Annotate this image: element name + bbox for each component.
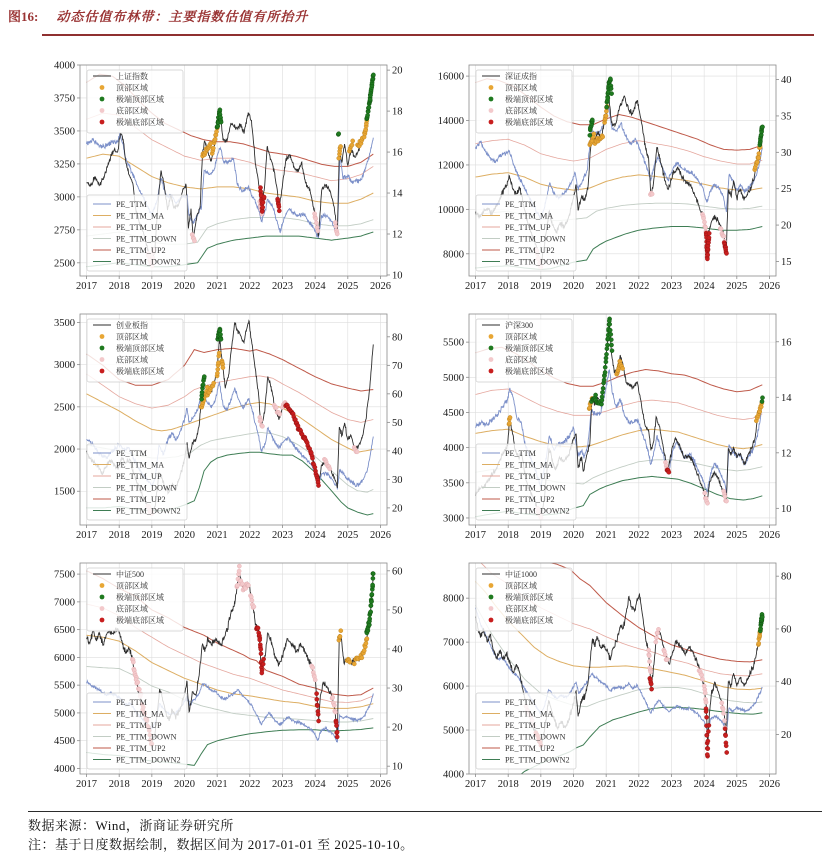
svg-text:2022: 2022 [239, 779, 261, 790]
svg-text:2026: 2026 [758, 779, 780, 790]
svg-text:PE_TTM_DOWN2: PE_TTM_DOWN2 [116, 506, 181, 516]
svg-text:2020: 2020 [174, 530, 196, 541]
svg-text:2019: 2019 [530, 530, 552, 541]
figure-footer [28, 811, 822, 855]
svg-text:2019: 2019 [141, 281, 163, 292]
svg-text:底部区域: 底部区域 [505, 355, 537, 365]
svg-text:2024: 2024 [304, 779, 326, 790]
svg-text:4000: 4000 [54, 763, 75, 775]
svg-text:70: 70 [392, 360, 403, 372]
svg-text:2017: 2017 [465, 281, 487, 292]
chart-中证1000 [413, 556, 802, 801]
svg-text:30: 30 [392, 683, 403, 695]
svg-text:18: 18 [392, 106, 403, 118]
svg-text:6500: 6500 [54, 625, 75, 637]
legend-bands [87, 693, 187, 769]
svg-text:2021: 2021 [595, 779, 617, 790]
svg-text:PE_TTM_DOWN2: PE_TTM_DOWN2 [116, 257, 181, 267]
svg-text:PE_TTM_DOWN: PE_TTM_DOWN [116, 483, 177, 493]
legend-bands [476, 444, 576, 520]
svg-text:2017: 2017 [465, 779, 487, 790]
svg-text:25: 25 [781, 184, 792, 196]
svg-text:2017: 2017 [76, 779, 98, 790]
svg-text:30: 30 [781, 147, 792, 159]
legend-index [87, 70, 183, 133]
legend-bands [476, 693, 576, 769]
svg-text:60: 60 [392, 566, 403, 578]
svg-text:极端顶部区域: 极端顶部区域 [116, 593, 164, 602]
markers-ext_top [758, 612, 764, 633]
svg-text:12: 12 [781, 448, 792, 460]
svg-text:12: 12 [392, 229, 403, 241]
svg-text:2018: 2018 [108, 281, 130, 292]
svg-text:底部区域: 底部区域 [116, 604, 148, 614]
svg-text:2018: 2018 [497, 281, 519, 292]
markers-ext_bottom [258, 186, 281, 214]
svg-text:2017: 2017 [76, 530, 98, 541]
legend-bands [87, 195, 187, 271]
svg-text:60: 60 [781, 624, 792, 636]
svg-text:2026: 2026 [369, 281, 391, 292]
svg-text:12000: 12000 [437, 160, 464, 172]
svg-text:极端底部区域: 极端底部区域 [505, 616, 553, 625]
markers-ext_top [588, 77, 765, 147]
svg-text:2020: 2020 [563, 530, 585, 541]
svg-text:上证指数: 上证指数 [116, 72, 148, 81]
svg-text:中证1000: 中证1000 [505, 570, 537, 579]
svg-text:PE_TTM_MA: PE_TTM_MA [116, 211, 165, 221]
svg-text:2021: 2021 [595, 530, 617, 541]
svg-text:14: 14 [781, 392, 792, 404]
svg-text:5000: 5000 [54, 708, 75, 720]
svg-text:7000: 7000 [54, 597, 75, 609]
svg-text:10: 10 [392, 270, 403, 282]
svg-text:PE_TTM_DOWN2: PE_TTM_DOWN2 [116, 755, 181, 765]
svg-text:3000: 3000 [54, 192, 75, 204]
svg-text:40: 40 [781, 677, 792, 689]
svg-text:4000: 4000 [54, 60, 75, 72]
svg-text:底部区域: 底部区域 [116, 355, 148, 365]
svg-text:2021: 2021 [206, 281, 228, 292]
svg-text:PE_TTM_DOWN2: PE_TTM_DOWN2 [505, 257, 570, 267]
svg-text:6000: 6000 [443, 681, 464, 693]
svg-text:PE_TTM: PE_TTM [116, 449, 147, 458]
svg-text:PE_TTM_DOWN: PE_TTM_DOWN [505, 483, 566, 493]
chart-沪深300 [413, 307, 802, 552]
svg-text:50: 50 [392, 417, 403, 429]
svg-text:PE_TTM_UP: PE_TTM_UP [116, 721, 162, 730]
svg-text:80: 80 [392, 332, 403, 344]
svg-text:3500: 3500 [443, 478, 464, 490]
svg-text:2025: 2025 [337, 530, 359, 541]
svg-text:极端底部区域: 极端底部区域 [505, 118, 553, 127]
svg-text:PE_TTM_DOWN2: PE_TTM_DOWN2 [505, 755, 570, 765]
svg-text:PE_TTM_MA: PE_TTM_MA [505, 460, 554, 470]
band-up [476, 389, 763, 420]
svg-text:8000: 8000 [443, 593, 464, 605]
svg-text:顶部区域: 顶部区域 [505, 83, 537, 93]
svg-text:中证500: 中证500 [116, 570, 144, 579]
svg-text:2025: 2025 [337, 281, 359, 292]
legend-index [87, 568, 183, 631]
svg-text:2022: 2022 [628, 779, 650, 790]
svg-text:6000: 6000 [54, 652, 75, 664]
svg-text:5000: 5000 [443, 725, 464, 737]
svg-text:80: 80 [781, 571, 792, 583]
svg-text:底部区域: 底部区域 [116, 106, 148, 116]
legend-index [87, 319, 183, 382]
svg-text:PE_TTM_MA: PE_TTM_MA [116, 460, 165, 470]
svg-text:PE_TTM: PE_TTM [505, 200, 536, 209]
svg-text:3500: 3500 [54, 317, 75, 329]
svg-text:PE_TTM: PE_TTM [505, 698, 536, 707]
svg-text:PE_TTM_UP2: PE_TTM_UP2 [116, 246, 166, 255]
band-up [476, 139, 763, 164]
svg-text:PE_TTM_UP: PE_TTM_UP [116, 472, 162, 481]
svg-text:2018: 2018 [108, 530, 130, 541]
svg-text:PE_TTM_DOWN: PE_TTM_DOWN [116, 234, 177, 244]
svg-text:40: 40 [392, 446, 403, 458]
svg-text:底部区域: 底部区域 [505, 604, 537, 614]
svg-text:30: 30 [392, 474, 403, 486]
chart-中证500 [24, 556, 413, 801]
svg-text:2020: 2020 [174, 779, 196, 790]
svg-text:沪深300: 沪深300 [505, 321, 533, 330]
svg-text:4000: 4000 [443, 769, 464, 781]
svg-text:顶部区域: 顶部区域 [116, 581, 148, 591]
svg-text:10: 10 [781, 503, 792, 515]
svg-text:2023: 2023 [271, 281, 293, 292]
svg-text:创业板指: 创业板指 [116, 321, 148, 330]
svg-text:2022: 2022 [628, 281, 650, 292]
svg-text:7500: 7500 [54, 569, 75, 581]
svg-text:极端顶部区域: 极端顶部区域 [505, 593, 553, 602]
svg-text:PE_TTM_UP: PE_TTM_UP [116, 223, 162, 232]
svg-text:底部区域: 底部区域 [505, 106, 537, 116]
svg-text:2025: 2025 [726, 530, 748, 541]
svg-text:2000: 2000 [54, 444, 75, 456]
svg-text:2022: 2022 [628, 530, 650, 541]
legend-bands [476, 195, 576, 271]
svg-text:极端顶部区域: 极端顶部区域 [116, 344, 164, 353]
svg-text:15: 15 [781, 256, 792, 268]
svg-text:顶部区域: 顶部区域 [116, 83, 148, 93]
svg-text:2024: 2024 [304, 281, 326, 292]
legend-index [476, 319, 572, 382]
svg-text:PE_TTM_DOWN: PE_TTM_DOWN [505, 234, 566, 244]
svg-text:2024: 2024 [693, 779, 715, 790]
svg-text:16: 16 [392, 147, 403, 159]
markers-ext_top [365, 572, 376, 636]
svg-text:2023: 2023 [660, 281, 682, 292]
svg-text:20: 20 [392, 65, 403, 77]
svg-text:2026: 2026 [369, 530, 391, 541]
svg-text:2023: 2023 [660, 530, 682, 541]
svg-text:5500: 5500 [54, 680, 75, 692]
svg-text:16: 16 [781, 337, 792, 349]
svg-text:PE_TTM_UP2: PE_TTM_UP2 [505, 246, 555, 255]
markers-top [588, 104, 763, 171]
svg-text:极端底部区域: 极端底部区域 [116, 118, 164, 127]
svg-text:PE_TTM_DOWN2: PE_TTM_DOWN2 [505, 506, 570, 516]
svg-text:2020: 2020 [563, 281, 585, 292]
svg-text:2026: 2026 [369, 779, 391, 790]
svg-text:16000: 16000 [437, 71, 464, 83]
svg-text:极端底部区域: 极端底部区域 [116, 367, 164, 376]
svg-text:顶部区域: 顶部区域 [505, 332, 537, 342]
svg-text:2026: 2026 [758, 530, 780, 541]
figure-title: 动态估值布林带：主要指数估值有所抬升 [56, 9, 309, 24]
svg-text:2021: 2021 [206, 530, 228, 541]
svg-text:3000: 3000 [54, 360, 75, 372]
svg-text:5500: 5500 [443, 337, 464, 349]
svg-text:PE_TTM: PE_TTM [505, 449, 536, 458]
svg-text:2020: 2020 [563, 779, 585, 790]
svg-text:2500: 2500 [54, 402, 75, 414]
svg-text:2018: 2018 [108, 779, 130, 790]
svg-text:2021: 2021 [595, 281, 617, 292]
markers-ext_bottom [665, 468, 671, 475]
svg-text:极端顶部区域: 极端顶部区域 [505, 95, 553, 104]
svg-text:PE_TTM_UP: PE_TTM_UP [505, 472, 551, 481]
data-note: 注：基于日度数据绘制，数据区间为 2017-01-01 至 2025-10-10。 [28, 836, 414, 852]
svg-text:40: 40 [392, 644, 403, 656]
svg-text:PE_TTM_UP2: PE_TTM_UP2 [116, 495, 166, 504]
svg-text:3250: 3250 [54, 159, 75, 171]
figure-header [0, 0, 826, 36]
svg-text:2022: 2022 [239, 530, 261, 541]
svg-text:极端顶部区域: 极端顶部区域 [505, 344, 553, 353]
svg-text:PE_TTM_UP2: PE_TTM_UP2 [116, 744, 166, 753]
svg-text:顶部区域: 顶部区域 [116, 332, 148, 342]
svg-text:50: 50 [392, 605, 403, 617]
data-source: 数据来源：Wind，浙商证券研究所 [28, 818, 234, 833]
svg-text:2020: 2020 [174, 281, 196, 292]
svg-text:PE_TTM: PE_TTM [116, 698, 147, 707]
svg-text:PE_TTM_DOWN: PE_TTM_DOWN [116, 732, 177, 742]
figure-label: 图16: [8, 9, 39, 24]
svg-text:10000: 10000 [437, 204, 464, 216]
svg-text:2018: 2018 [497, 530, 519, 541]
svg-text:PE_TTM_DOWN: PE_TTM_DOWN [505, 732, 566, 742]
svg-text:14: 14 [392, 188, 403, 200]
svg-text:7000: 7000 [443, 637, 464, 649]
svg-text:2019: 2019 [141, 779, 163, 790]
markers-ext_top [590, 317, 765, 407]
svg-text:35: 35 [781, 111, 792, 123]
svg-text:2024: 2024 [304, 530, 326, 541]
svg-text:10: 10 [392, 761, 403, 773]
svg-text:2023: 2023 [271, 530, 293, 541]
svg-text:20: 20 [781, 729, 792, 741]
svg-text:2750: 2750 [54, 225, 75, 237]
svg-text:20: 20 [781, 220, 792, 232]
chart-深证成指 [413, 58, 802, 303]
svg-text:PE_TTM_UP2: PE_TTM_UP2 [505, 495, 555, 504]
svg-text:3500: 3500 [54, 126, 75, 138]
svg-text:4500: 4500 [443, 407, 464, 419]
svg-text:2025: 2025 [337, 779, 359, 790]
chart-创业板指 [24, 307, 413, 552]
svg-text:2024: 2024 [693, 281, 715, 292]
svg-text:2019: 2019 [141, 530, 163, 541]
svg-text:2019: 2019 [530, 281, 552, 292]
svg-text:2025: 2025 [726, 281, 748, 292]
chart-上证指数 [24, 58, 413, 303]
svg-text:PE_TTM: PE_TTM [116, 200, 147, 209]
svg-text:8000: 8000 [443, 249, 464, 261]
svg-text:2024: 2024 [693, 530, 715, 541]
svg-text:2025: 2025 [726, 779, 748, 790]
svg-text:2022: 2022 [239, 281, 261, 292]
svg-text:60: 60 [392, 389, 403, 401]
svg-text:2023: 2023 [271, 779, 293, 790]
svg-text:极端底部区域: 极端底部区域 [505, 367, 553, 376]
svg-text:极端底部区域: 极端底部区域 [116, 616, 164, 625]
svg-text:14000: 14000 [437, 116, 464, 128]
svg-text:2017: 2017 [76, 281, 98, 292]
chart-grid [0, 36, 826, 801]
svg-text:PE_TTM_UP2: PE_TTM_UP2 [505, 744, 555, 753]
svg-text:4000: 4000 [443, 443, 464, 455]
svg-text:20: 20 [392, 503, 403, 515]
svg-text:2017: 2017 [465, 530, 487, 541]
svg-text:4500: 4500 [54, 736, 75, 748]
svg-text:40: 40 [781, 75, 792, 87]
svg-text:3750: 3750 [54, 93, 75, 105]
legend-index [476, 70, 572, 133]
svg-text:20: 20 [392, 722, 403, 734]
svg-text:PE_TTM_UP: PE_TTM_UP [505, 721, 551, 730]
svg-text:2500: 2500 [54, 258, 75, 270]
svg-text:2026: 2026 [758, 281, 780, 292]
legend-bands [87, 444, 187, 520]
svg-text:深证成指: 深证成指 [505, 72, 537, 81]
svg-text:PE_TTM_MA: PE_TTM_MA [505, 211, 554, 221]
svg-text:PE_TTM_UP: PE_TTM_UP [505, 223, 551, 232]
svg-text:极端顶部区域: 极端顶部区域 [116, 95, 164, 104]
svg-text:PE_TTM_MA: PE_TTM_MA [505, 709, 554, 719]
legend-index [476, 568, 572, 631]
svg-text:顶部区域: 顶部区域 [505, 581, 537, 591]
svg-text:PE_TTM_MA: PE_TTM_MA [116, 709, 165, 719]
svg-text:2019: 2019 [530, 779, 552, 790]
svg-text:2021: 2021 [206, 779, 228, 790]
svg-text:2023: 2023 [660, 779, 682, 790]
svg-text:1500: 1500 [54, 486, 75, 498]
svg-text:5000: 5000 [443, 372, 464, 384]
svg-text:3000: 3000 [443, 513, 464, 525]
svg-text:2018: 2018 [497, 779, 519, 790]
